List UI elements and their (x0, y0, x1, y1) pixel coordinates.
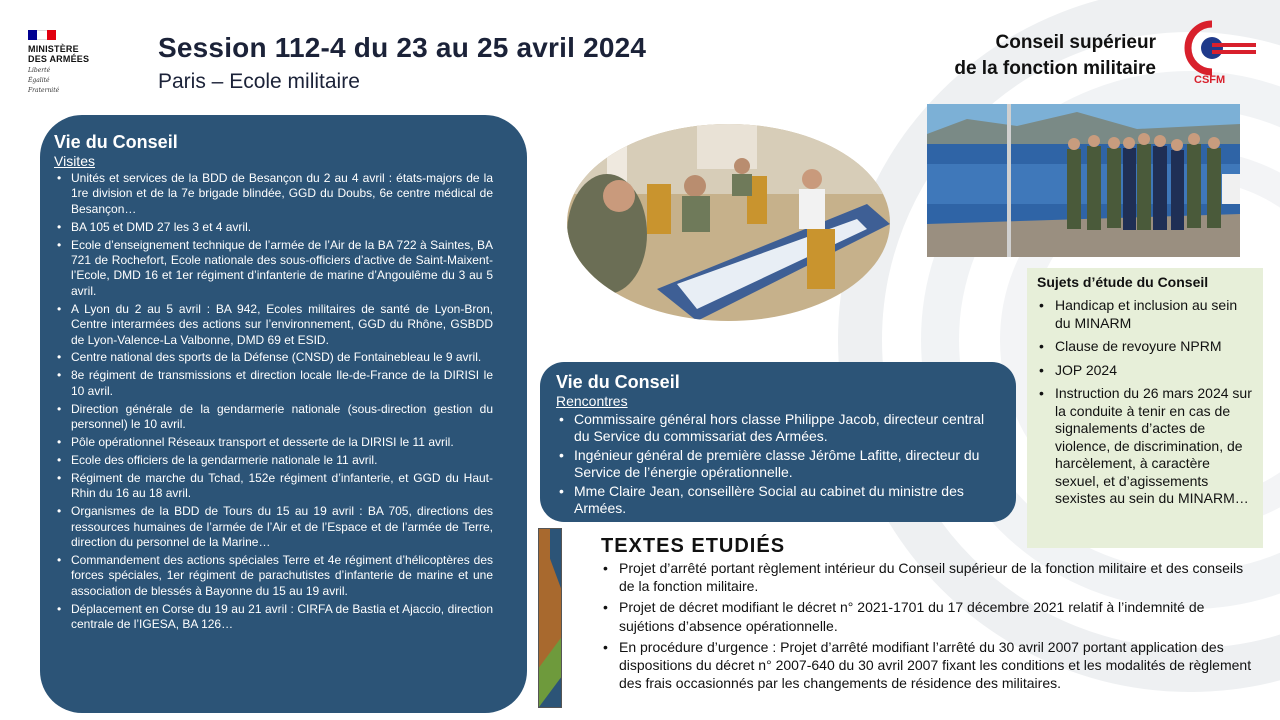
ministry-name-line2: DES ARMÉES (28, 54, 90, 64)
list-item: • JOP 2024 (1037, 362, 1253, 380)
textes-list (601, 559, 1256, 695)
rencontres-heading: Vie du Conseil (556, 372, 680, 392)
visites-list (54, 171, 493, 632)
list-item: • A Lyon du 2 au 5 avril : BA 942, Ecoles militaires de santé de Lyon-Bron, Centre interarmées des actions sur l’environnement, GGD du Rhône, GSBDD de Lyon-Valence-La Valbonne, DMD 69 et ESID. (54, 302, 493, 348)
csfm-logo (1166, 16, 1258, 86)
list-item: • Clause de revoyure NPRM (1037, 338, 1253, 356)
list-item: • Mme Claire Jean, conseillère Social au cabinet du ministre des Armées. (556, 483, 1000, 517)
group-photo (927, 104, 1240, 257)
rencontres-list (556, 411, 1000, 517)
rencontres-panel (540, 362, 1016, 522)
visites-panel (40, 115, 527, 713)
list-item: • Ecole d’enseignement technique de l’armée de l’Air de la BA 722 à Saintes, BA 721 de Rochefort, Ecole nationale des sous-officiers d’active de Saint-Maixent-l’Ecole, DMD 16 et 1er régiment d’infanterie de marine d’Angoulême du 3 au 5 avril. (54, 238, 493, 300)
motto-liberte: Liberté (28, 67, 51, 74)
list-item: • Ingénieur général de première classe Jérôme Lafitte, directeur du Service de l’énergie opérationnelle. (556, 447, 1000, 481)
sujets-list (1037, 297, 1253, 508)
french-flag-icon (28, 30, 56, 40)
organization-name-line1: Conseil supérieur (995, 32, 1156, 53)
organization-name-line2: de la fonction militaire (954, 58, 1156, 79)
page-title: Session 112-4 du 23 au 25 avril 2024 (158, 32, 647, 63)
list-item: • BA 105 et DMD 27 les 3 et 4 avril. (54, 220, 493, 235)
list-item: • En procédure d’urgence : Projet d’arrêté modifiant l’arrêté du 30 avril 2007 portant application des dispositions du décret n° 2007-640 du 30 avril 2007 fixant les conditions et les modalités de règlement des frais occasionnés par les changements de résidence des militaires. (601, 638, 1256, 693)
list-item: • Déplacement en Corse du 19 au 21 avril : CIRFA de Bastia et Ajaccio, direction centrale de l’IGESA, BA 126… (54, 602, 493, 633)
textes-heading: TEXTES ETUDIÉS (601, 535, 786, 557)
motto-fraternite: Fraternité (28, 87, 60, 94)
list-item: • Unités et services de la BDD de Besançon du 2 au 4 avril : états-majors de la 1re division et de la 7e brigade blindée, GGD du Doubs, 6e centre médical de Besançon… (54, 171, 493, 217)
list-item: • Centre national des sports de la Défense (CNSD) de Fontainebleau le 9 avril. (54, 350, 493, 365)
list-item: • Instruction du 26 mars 2024 sur la conduite à tenir en cas de signalements d’actes de violence, de discrimination, de harcèlement, à caractère sexuel, et d’agissements sexistes au sein du MINARM… (1037, 385, 1253, 508)
list-item: • Commandement des actions spéciales Terre et 4e régiment d’hélicoptères des forces spéciales, 1er régiment de parachutistes d’infanterie de marine et une association de blessés à Bayonne du 15 au 19 avril. (54, 553, 493, 599)
csfm-logo-text: CSFM (1194, 74, 1226, 86)
list-item: • 8e régiment de transmissions et direction locale Ile-de-France de la DIRISI le 10 avril. (54, 368, 493, 399)
list-item: • Projet de décret modifiant le décret n° 2021-1701 du 17 décembre 2021 relatif à l’indemnité de sujétions d’absence opérationnelle. (601, 598, 1256, 634)
list-item: • Direction générale de la gendarmerie nationale (sous-direction gestion du personnel) le 10 avril. (54, 402, 493, 433)
list-item: • Projet d’arrêté portant règlement intérieur du Conseil supérieur de la fonction militaire et des conseils de la fonction militaire. (601, 559, 1256, 595)
list-item: • Régiment de marche du Tchad, 152e régiment d’infanterie, et GGD du Haut-Rhin du 16 au 18 avril. (54, 471, 493, 502)
sujets-heading: Sujets d’étude du Conseil (1037, 274, 1209, 290)
motto-egalite: Égalité (28, 77, 50, 84)
list-item: • Ecole des officiers de la gendarmerie nationale le 11 avril. (54, 453, 493, 468)
decorative-color-bar (538, 528, 562, 708)
ministry-logo (28, 30, 118, 94)
list-item: • Commissaire général hors classe Philippe Jacob, directeur central du Service du commissariat des Armées. (556, 411, 1000, 445)
visites-subheading: Visites (54, 153, 95, 169)
list-item: • Handicap et inclusion au sein du MINARM (1037, 297, 1253, 332)
rencontres-subheading: Rencontres (556, 393, 628, 409)
organization-name (954, 30, 1156, 82)
meeting-photo (567, 124, 890, 321)
sujets-panel (1027, 268, 1263, 548)
ministry-name-line1: MINISTÈRE (28, 44, 79, 54)
list-item: • Pôle opérationnel Réseaux transport et desserte de la DIRISI le 11 avril. (54, 435, 493, 450)
page-subtitle: Paris – Ecole militaire (158, 70, 360, 93)
list-item: • Organismes de la BDD de Tours du 15 au 19 avril : BA 705, directions des ressources humaines de l’armée de l’Air et de l’Espace et de l’armée de Terre, direction du personnel de la Marine… (54, 504, 493, 550)
visites-heading: Vie du Conseil (54, 132, 178, 152)
